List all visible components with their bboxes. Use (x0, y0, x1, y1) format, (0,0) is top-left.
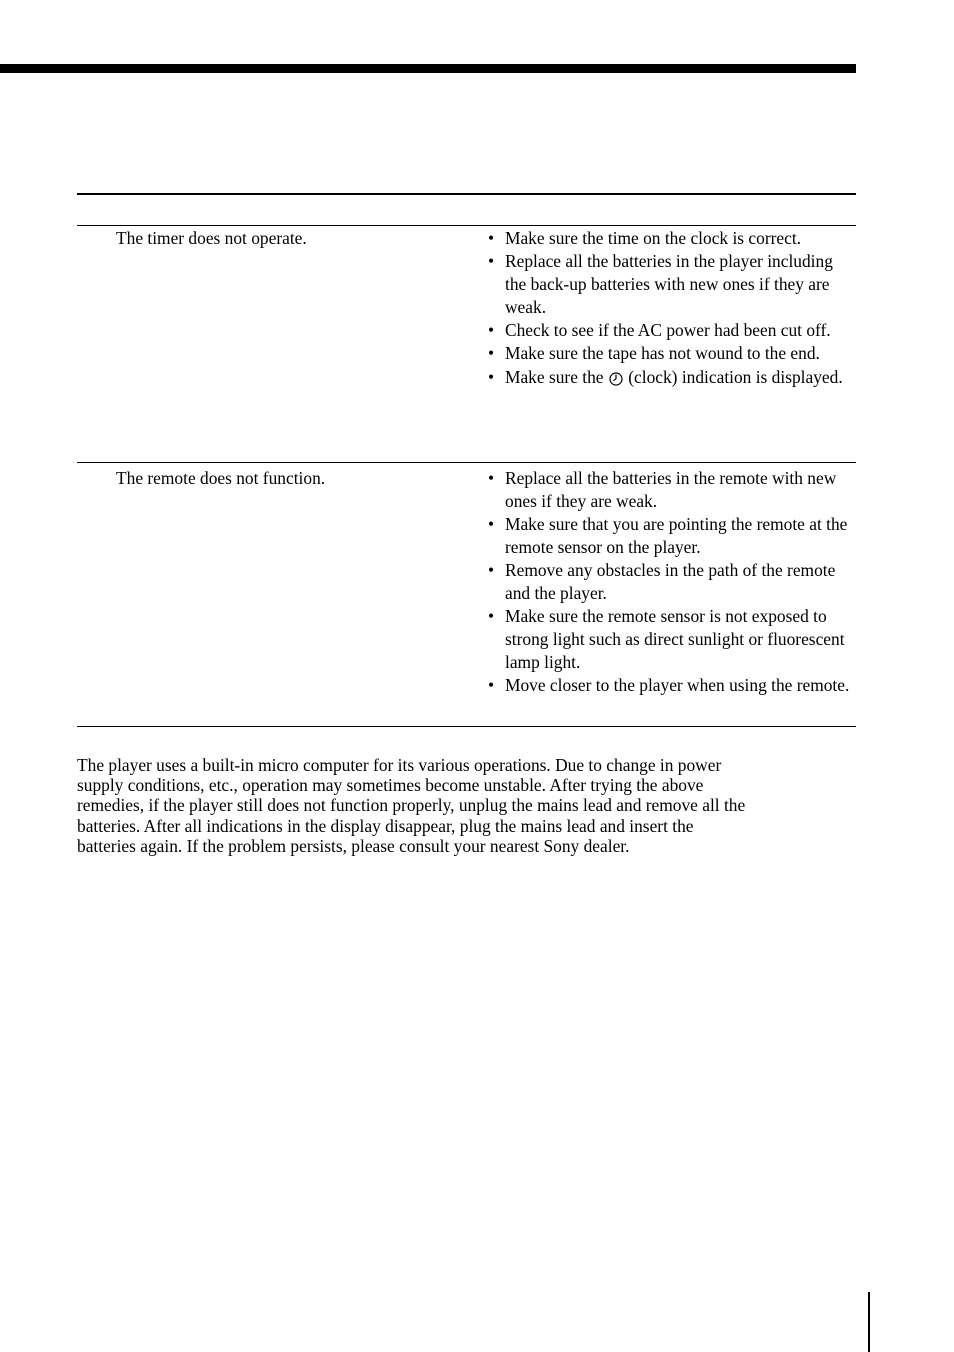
note-line: The player uses a built-in micro computer for its various operations. Due to change in power (77, 755, 722, 775)
note-line: supply conditions, etc., operation may sometimes become unstable. After trying the above (77, 775, 704, 796)
remedy-text: Replace all the batteries in the remote with new ones if they are weak. (505, 468, 837, 511)
bullet: • (488, 367, 495, 387)
bullet: • (488, 675, 495, 695)
remedy-text: Make sure the remote sensor is not exposed to strong light such as direct sunlight or fluorescent lamp light. (505, 606, 845, 672)
remedy-item (485, 674, 857, 697)
clock-icon (609, 372, 623, 386)
remedy-text: Make sure the time on the clock is correct. (505, 228, 802, 248)
remedy-item (485, 342, 857, 365)
note-line: batteries again. If the problem persists, please consult your nearest Sony dealer. (77, 835, 630, 856)
remedy-text: Remove any obstacles in the path of the remote and the player. (505, 560, 836, 603)
note-line: batteries. After all indications in the display disappear, plug the mains lead and insert the (77, 815, 694, 836)
table-row-divider (77, 225, 856, 226)
remedy-item (485, 513, 857, 559)
bullet: • (488, 606, 495, 626)
remedy-item (485, 227, 857, 250)
remedy-text: Make sure that you are pointing the remote at the remote sensor on the player. (505, 514, 848, 557)
symptom-text: The remote does not function. (116, 468, 326, 488)
bullet: • (488, 514, 495, 534)
note-paragraph (77, 755, 867, 856)
remedy-text: Check to see if the AC power had been cut off. (505, 320, 831, 340)
bullet: • (488, 251, 495, 271)
remedy-text: Move closer to the player when using the remote. (505, 675, 850, 695)
bullet: • (488, 560, 495, 580)
bullet: • (488, 320, 495, 340)
remedy-text: Replace all the batteries in the player including the back-up batteries with new ones if they are weak. (505, 251, 833, 317)
remedy-list (485, 227, 857, 389)
remedy-list (485, 467, 857, 697)
remedy-text: Make sure the tape has not wound to the end. (505, 343, 820, 363)
remedy-text: Make sure the (505, 367, 604, 387)
remedy-text: (clock) indication is displayed. (628, 367, 843, 387)
bullet: • (488, 228, 495, 248)
remedy-item (485, 467, 857, 513)
page-edge-rule (868, 1292, 870, 1352)
table-row-divider (77, 462, 856, 463)
bullet: • (488, 343, 495, 363)
top-rule (0, 64, 856, 73)
bullet: • (488, 468, 495, 488)
remedy-item (485, 250, 857, 319)
table-bottom-rule (77, 726, 856, 727)
remedy-item (485, 559, 857, 605)
remedy-item (485, 366, 857, 389)
remedy-item (485, 605, 857, 674)
symptom-text: The timer does not operate. (116, 228, 307, 248)
table-header-rule (77, 193, 856, 195)
remedy-item (485, 319, 857, 342)
note-line: remedies, if the player still does not function properly, unplug the mains lead and remove all the (77, 795, 746, 816)
